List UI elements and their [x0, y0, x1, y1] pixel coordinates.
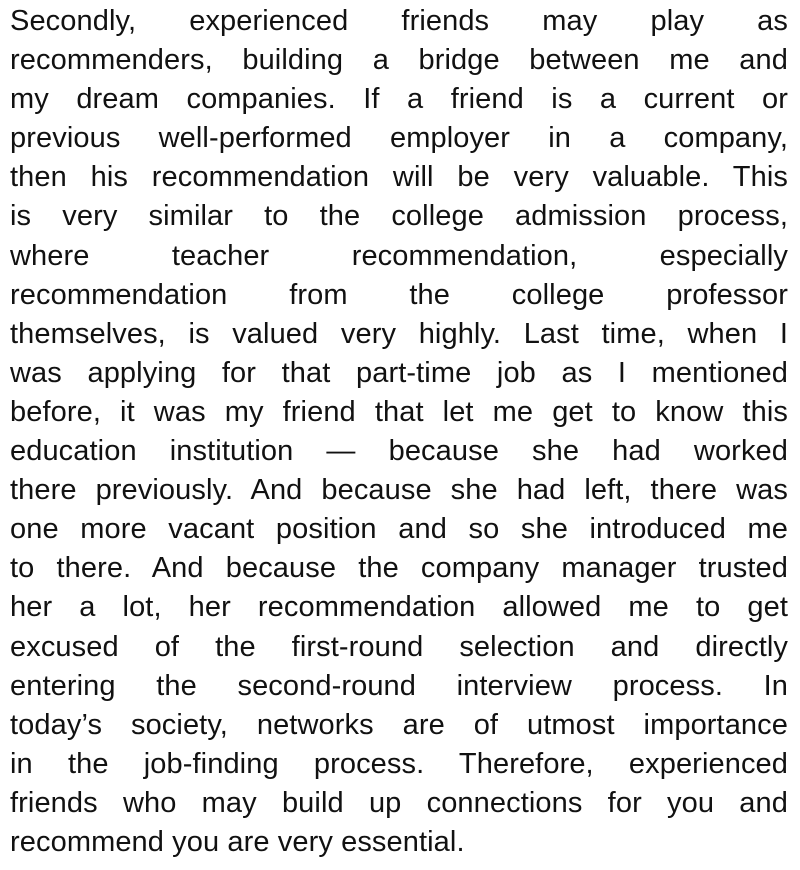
text-line: before, it was my friend that let me get to know this: [10, 395, 788, 428]
text-line: was applying for that part-time job as I mentioned: [10, 356, 788, 389]
text-line-last: recommend you are very essential.: [10, 825, 465, 858]
text-line: where teacher recommendation, especially: [10, 239, 788, 272]
text-line: recommendation from the college professor: [10, 278, 788, 311]
text-line: then his recommendation will be very valuable. This: [10, 161, 788, 194]
text-line: themselves, is valued very highly. Last time, when I: [10, 317, 788, 350]
text-line: Secondly, experienced friends may play as: [10, 5, 788, 37]
text-line: to there. And because the company manager trusted: [10, 552, 788, 585]
text-line: entering the second-round interview process. In: [10, 669, 788, 702]
text-line: is very similar to the college admission process,: [10, 200, 788, 233]
text-line: excused of the first-round selection and directly: [10, 630, 788, 663]
text-line: education institution — because she had worked: [10, 435, 788, 468]
text-line: her a lot, her recommendation allowed me to get: [10, 591, 788, 624]
text-line: recommenders, building a bridge between me and: [10, 44, 788, 77]
text-line: in the job-finding process. Therefore, experienced: [10, 747, 788, 780]
text-line: one more vacant position and so she introduced me: [10, 513, 788, 546]
text-line: there previously. And because she had left, there was: [10, 474, 788, 507]
text-line: today’s society, networks are of utmost importance: [10, 708, 788, 741]
essay-paragraph: [10, 2, 788, 862]
text-line: my dream companies. If a friend is a current or: [10, 83, 788, 116]
text-line: friends who may build up connections for you and: [10, 786, 788, 819]
text-line: previous well-performed employer in a company,: [10, 122, 788, 155]
